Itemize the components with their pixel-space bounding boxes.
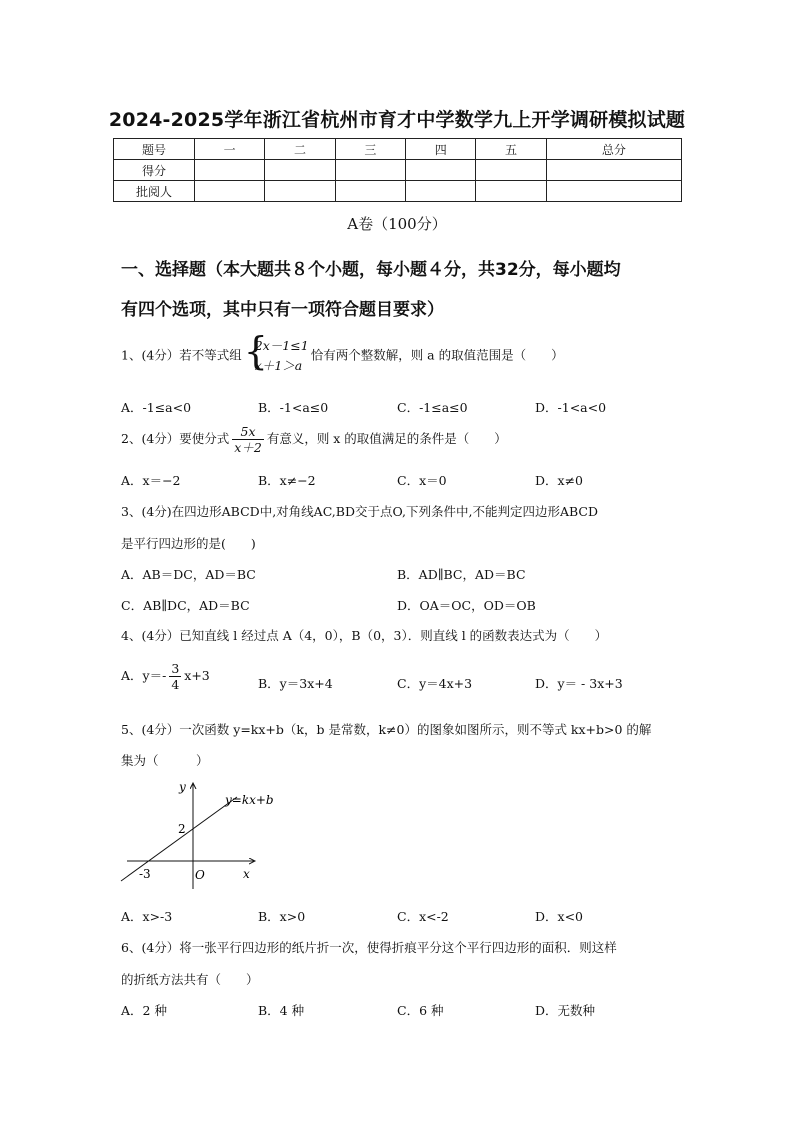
q3-option-b[interactable]: B．AD∥BC，AD＝BC <box>397 567 526 582</box>
q3-option-a[interactable]: A．AB＝DC，AD＝BC <box>121 567 256 582</box>
score-table-row <box>114 160 682 181</box>
q1-option-d[interactable]: D．-1<a<0 <box>535 400 607 415</box>
q5-option-a[interactable]: A．x>-3 <box>121 909 173 924</box>
question-6-line1: 6、(4分）将一张平行四边形的纸片折一次，使得折痕平分这个平行四边形的面积．则这样 <box>121 940 617 955</box>
q4-option-a-suffix: x+3 <box>184 668 210 683</box>
brace-icon: { <box>243 329 268 373</box>
q1-option-c[interactable]: C．-1≤a≤0 <box>397 400 468 415</box>
score-cell <box>335 181 405 202</box>
score-header-cell: 总分 <box>546 139 681 160</box>
q1-suffix: 恰有两个整数解，则 a 的取值范围是（ ） <box>310 347 564 363</box>
q4-option-a-denominator: 4 <box>171 677 180 692</box>
score-cell <box>335 160 405 181</box>
q4-option-a[interactable] <box>121 661 210 692</box>
q5-option-c[interactable]: C．x<-2 <box>397 909 449 924</box>
score-table-row <box>114 181 682 202</box>
q6-option-a[interactable]: A．2 种 <box>121 1003 167 1018</box>
score-table <box>113 138 682 202</box>
section-heading-line2: 有四个选项，其中只有一项符合题目要求） <box>121 300 444 320</box>
q2-option-b[interactable]: B．x≠−2 <box>258 473 316 488</box>
q4-option-a-numerator: 3 <box>171 661 180 676</box>
q2-option-c[interactable]: C．x＝0 <box>397 473 447 488</box>
score-header-cell: 题号 <box>114 139 195 160</box>
paper-label: A卷（100分） <box>347 215 447 233</box>
q3-option-d[interactable]: D．OA＝OC，OD＝OB <box>397 598 536 613</box>
question-1 <box>121 329 564 376</box>
exam-title: 2024-2025学年浙江省杭州市育才中学数学九上开学调研模拟试题 <box>108 109 686 131</box>
score-cell <box>476 160 546 181</box>
q6-option-c[interactable]: C．6 种 <box>397 1003 444 1018</box>
q2-option-d[interactable]: D．x≠0 <box>535 473 583 488</box>
score-cell <box>195 160 265 181</box>
q6-option-b[interactable]: B．4 种 <box>258 1003 305 1018</box>
question-2 <box>121 424 507 455</box>
score-header-cell: 三 <box>335 139 405 160</box>
section-heading-line1: 一、选择题（本大题共８个小题，每小题４分，共32分，每小题均 <box>121 260 621 280</box>
score-cell <box>546 181 681 202</box>
q4-option-c[interactable]: C．y＝4x+3 <box>397 676 473 691</box>
q2-option-a[interactable]: A．x＝−2 <box>121 473 181 488</box>
q5-option-d[interactable]: D．x<0 <box>535 909 583 924</box>
q2-prefix: 2、(4分）要使分式 <box>121 431 230 446</box>
score-cell <box>406 160 476 181</box>
score-header-cell: 一 <box>195 139 265 160</box>
score-header-cell: 五 <box>476 139 546 160</box>
q2-denominator: x＋2 <box>234 440 262 455</box>
y-intercept-label: 2 <box>178 822 186 836</box>
score-cell <box>265 160 335 181</box>
q1-option-a[interactable]: A．-1≤a<0 <box>121 400 192 415</box>
x-axis-label: x <box>243 867 250 881</box>
q4-option-d[interactable]: D．y＝ - 3x+3 <box>535 676 623 691</box>
q1-eq1: 2x－1≤1 <box>254 338 309 353</box>
question-3-line2: 是平行四边形的是( ) <box>121 536 256 551</box>
score-header-cell: 四 <box>406 139 476 160</box>
score-header-cell: 二 <box>265 139 335 160</box>
x-intercept-label: -3 <box>139 867 151 881</box>
question-4: 4、(4分）已知直线 l 经过点 A（4，0），B（0，3）．则直线 l 的函数表达式为（ ） <box>121 628 608 643</box>
q2-suffix: 有意义，则 x 的取值满足的条件是（ ） <box>266 431 507 446</box>
q6-option-d[interactable]: D．无数种 <box>535 1003 596 1018</box>
q4-option-a-prefix: A．y＝- <box>121 668 167 683</box>
origin-label: O <box>195 868 205 882</box>
line-label: y=kx+b <box>225 793 274 807</box>
q1-eq2: x＋1＞a <box>254 358 303 373</box>
q2-numerator: 5x <box>232 424 264 440</box>
score-row-label: 批阅人 <box>114 181 195 202</box>
score-table-header-row <box>114 139 682 160</box>
question-3-line1: 3、(4分)在四边形ABCD中,对角线AC,BD交于点O,下列条件中,不能判定四边形ABCD <box>121 504 598 519</box>
question-5-line2: 集为（ ） <box>121 753 209 768</box>
q5-option-b[interactable]: B．x>0 <box>258 909 306 924</box>
score-cell <box>546 160 681 181</box>
score-cell <box>476 181 546 202</box>
score-cell <box>265 181 335 202</box>
y-axis-label: y <box>179 780 186 794</box>
q2-fraction <box>232 424 264 455</box>
score-row-label: 得分 <box>114 160 195 181</box>
q4-option-a-fraction <box>169 661 181 692</box>
q4-option-b[interactable]: B．y＝3x+4 <box>258 676 333 691</box>
score-cell <box>406 181 476 202</box>
q1-option-b[interactable]: B．-1<a≤0 <box>258 400 329 415</box>
question-6-line2: 的折纸方法共有（ ） <box>121 972 259 987</box>
question-5-line1: 5、(4分）一次函数 y=kx+b（k，b 是常数，k≠0）的图象如图所示，则不等式 kx+b>0 的解 <box>121 722 652 737</box>
q1-prefix: 1、(4分）若不等式组 <box>121 347 242 363</box>
q5-graph <box>115 775 275 895</box>
score-cell <box>195 181 265 202</box>
q3-option-c[interactable]: C．AB∥DC，AD＝BC <box>121 598 250 613</box>
q1-inequality-system <box>243 329 309 376</box>
